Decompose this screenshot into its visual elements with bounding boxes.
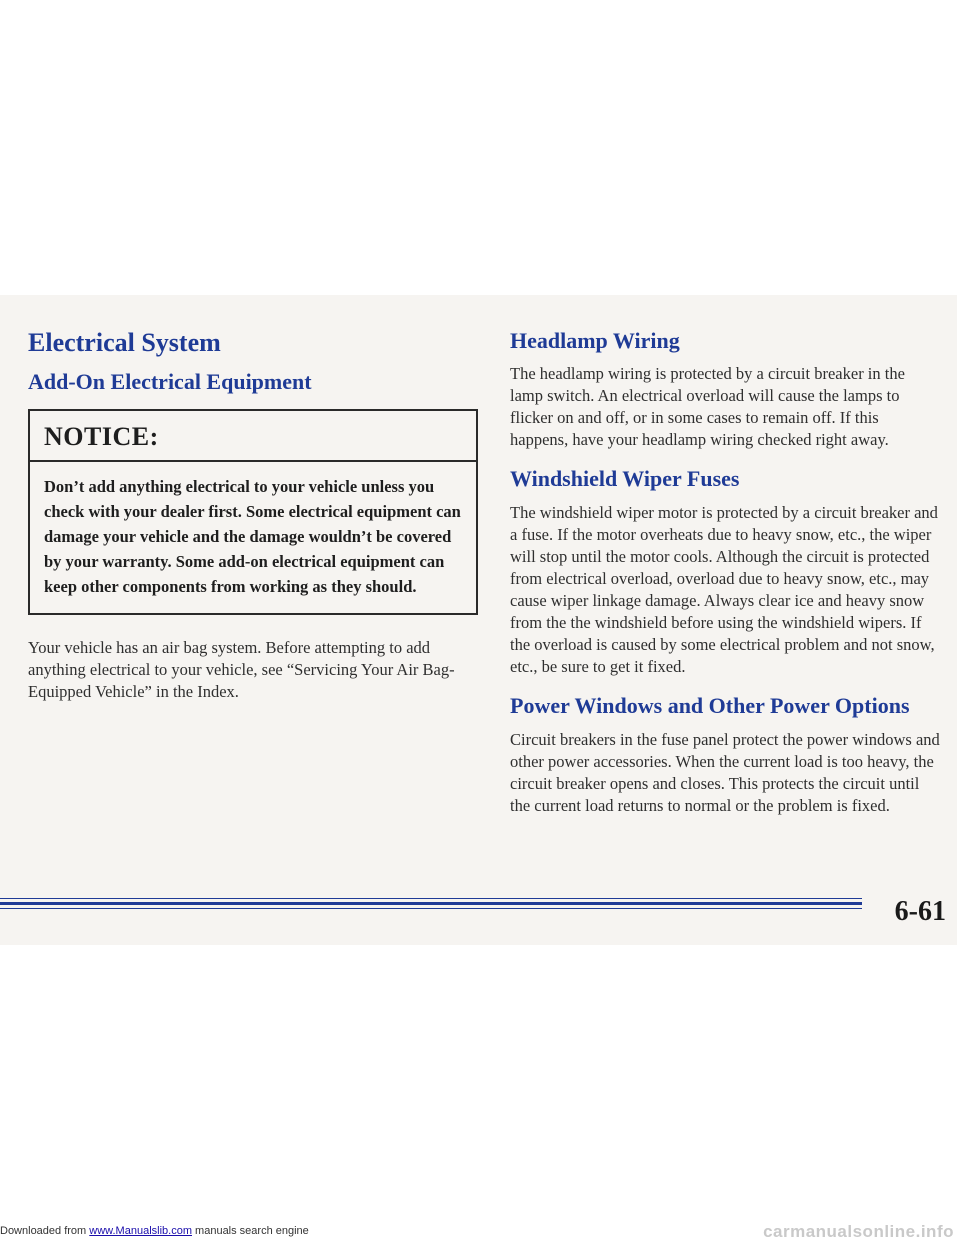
watermark-text: carmanualsonline.info: [763, 1222, 954, 1241]
footer-rule: [0, 908, 862, 909]
section-title-windshield-wiper-fuses: Windshield Wiper Fuses: [510, 466, 740, 491]
windshield-wiper-paragraph: The windshield wiper motor is protected by a circuit breaker and a fuse. If the motor overheats due to heavy snow, etc., the wiper will stop until the motor cools. Although the circuit is protected from electrical overload, overload due to heavy snow, etc., may cause wiper linkage damage. Always clear ice and heavy snow from the the windshield before using the windshield wipers. If the overload is caused by some electrical problem and not snow, etc., be sure to get it fixed.: [510, 503, 938, 676]
page-number: 6-61: [894, 896, 946, 927]
right-column: [510, 328, 940, 817]
headlamp-wiring-paragraph: The headlamp wiring is protected by a circuit breaker in the lamp switch. An electrical overload will cause the lamps to flicker on and off, or in some cases to remain off. If this happens, have your headlamp wiring checked right away.: [510, 364, 905, 449]
download-source-bar: [0, 1225, 309, 1237]
footer-rule: [0, 898, 862, 899]
left-column: [28, 328, 483, 703]
download-suffix: manuals search engine: [195, 1225, 309, 1237]
download-prefix: Downloaded from: [0, 1225, 87, 1237]
power-windows-paragraph: Circuit breakers in the fuse panel protect the power windows and other power accessories. When the current load is too heavy, the circuit breaker opens and closes. This protects the circuit until the current load returns to normal or the problem is fixed.: [510, 730, 940, 815]
notice-heading: NOTICE:: [30, 411, 476, 462]
section-title-headlamp-wiring: Headlamp Wiring: [510, 328, 680, 353]
manualslib-link[interactable]: www.Manualslib.com: [89, 1225, 192, 1237]
air-bag-paragraph: Your vehicle has an air bag system. Before attempting to add anything electrical to your vehicle, see “Servicing Your Air Bag-Equipped Vehicle” in the Index.: [28, 638, 455, 701]
notice-text: Don’t add anything electrical to your vehicle unless you check with your dealer first. Some electrical equipment can damage your vehicle and the damage wouldn’t be covered by your warranty. Some add-on electrical equipment can keep other components from working as they should.: [44, 477, 461, 596]
section-title-electrical-system: Electrical System: [28, 328, 221, 357]
subsection-title-add-on-equipment: Add-On Electrical Equipment: [28, 369, 312, 394]
notice-box: [28, 409, 478, 615]
section-title-power-windows: Power Windows and Other Power Options: [510, 693, 910, 718]
footer-rule: [0, 902, 862, 905]
